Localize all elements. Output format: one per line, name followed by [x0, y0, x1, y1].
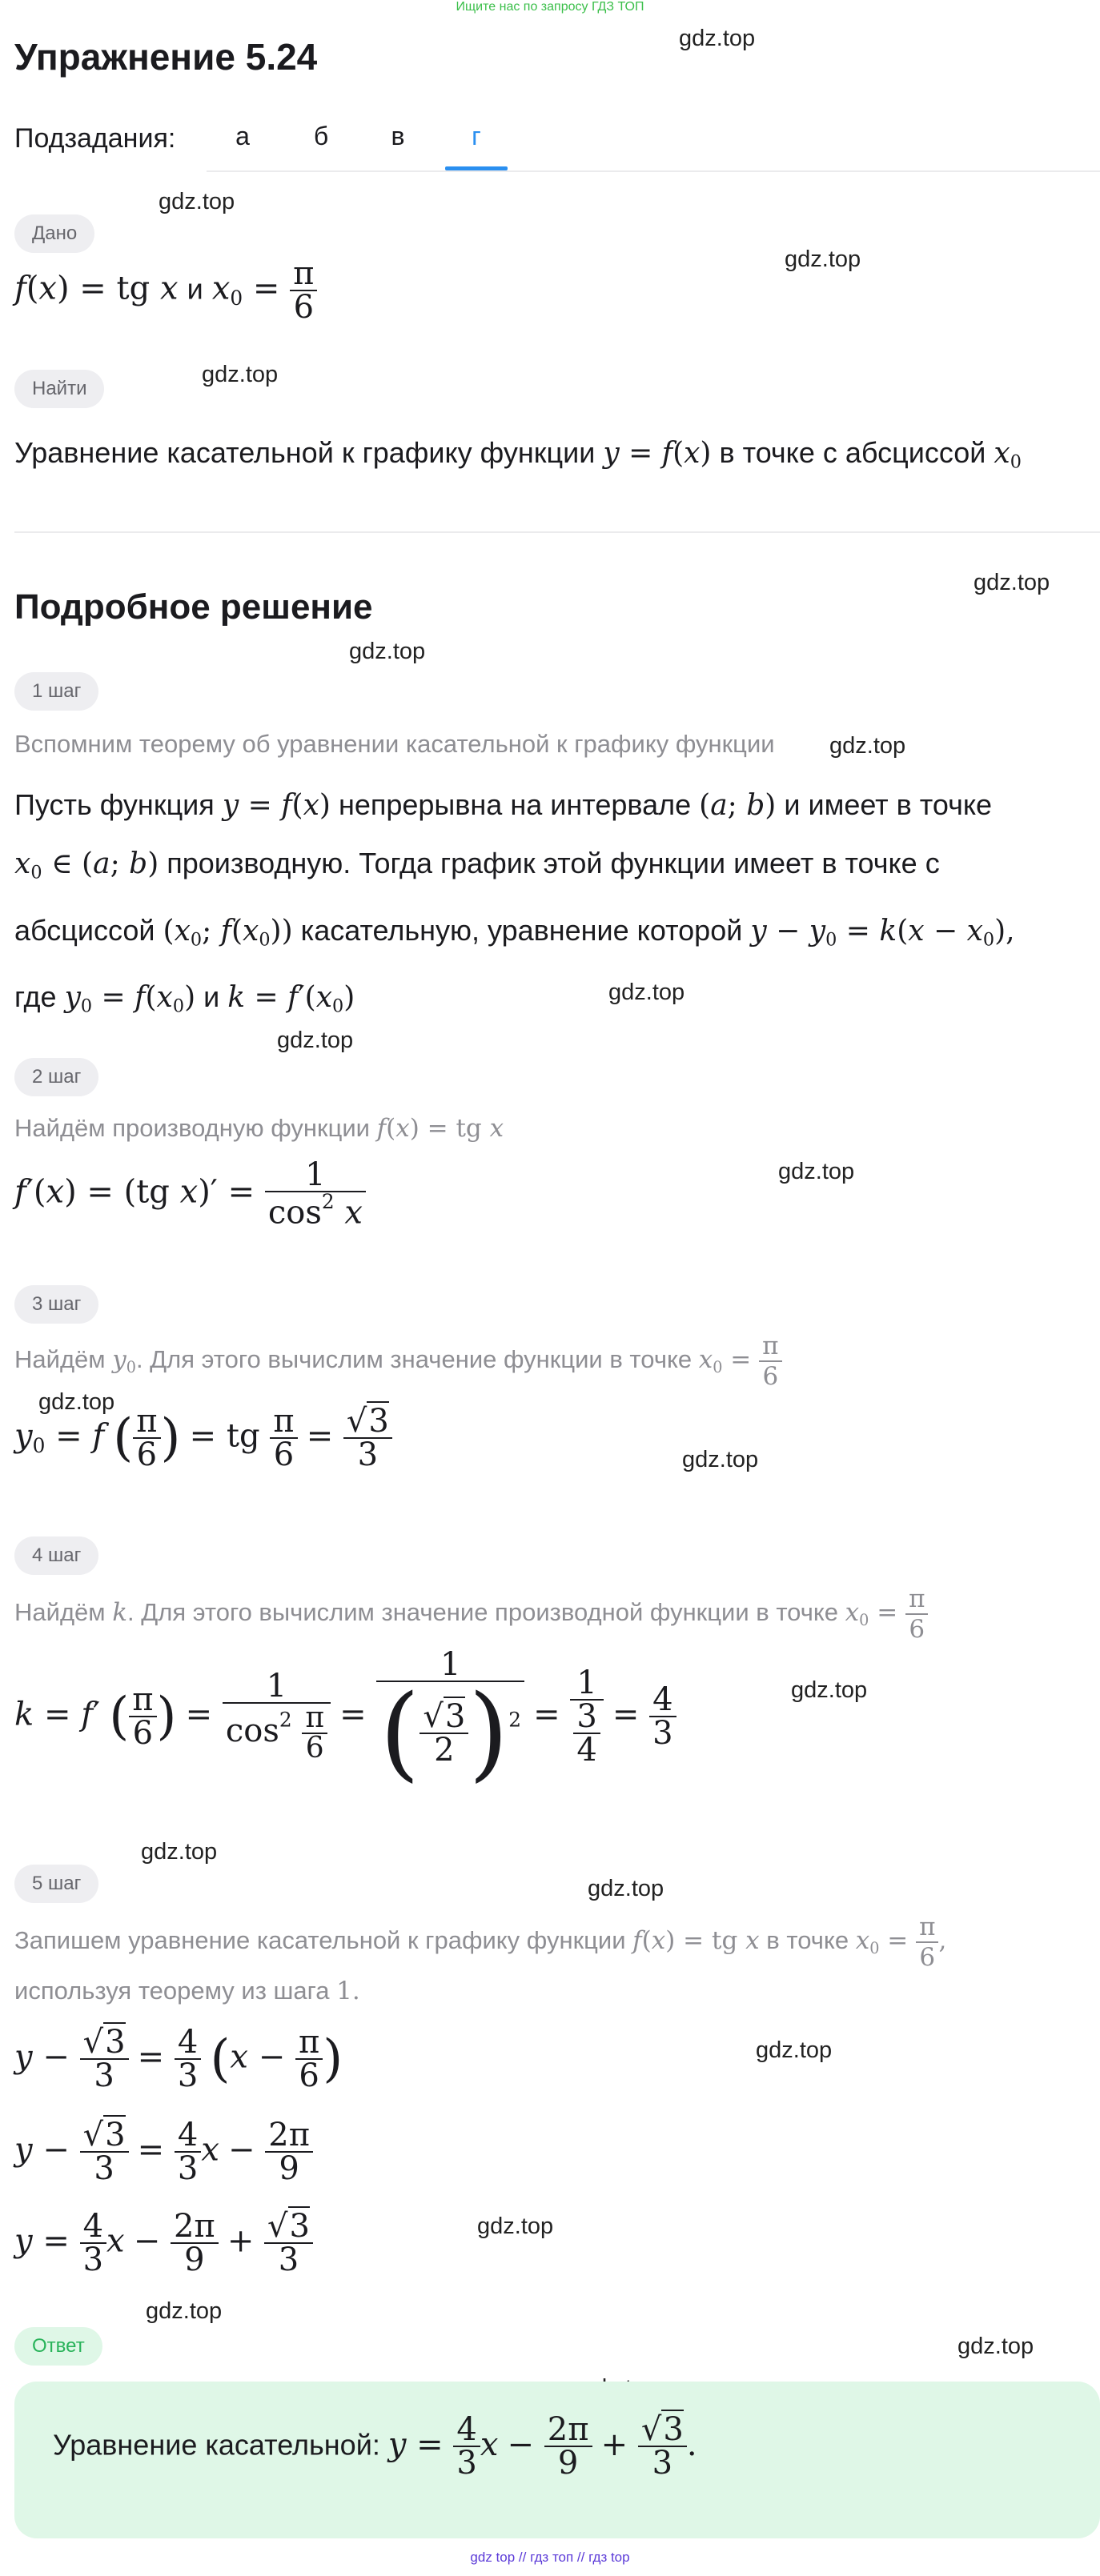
answer-badge: Ответ	[14, 2327, 102, 2366]
answer-text: Уравнение касательной: y = $\frac{4}{3}$ x − $\frac{2\pi}{9}$ + $\frac{√3}{3}$ .	[53, 2411, 697, 2482]
step-5-formula-2: y − $\frac{√3}{3}$ = $\frac{4}{3}$ x − $\frac{2\pi}{9}$	[14, 2119, 313, 2185]
step-4-lead: Найдём k. Для этого вычислим значение производной функции в точке $x_0$ = $\frac{\pi}{6}$	[14, 1584, 928, 1644]
tab-g[interactable]: г	[472, 122, 481, 150]
step-4-badge: 4 шаг	[14, 1536, 98, 1575]
watermark: gdz.top	[146, 2298, 223, 2324]
watermark: gdz.top	[957, 2334, 1034, 2359]
footer-links[interactable]: gdz top // гдз топ // гдз top	[470, 2550, 630, 2565]
watermark: gdz.top	[349, 639, 426, 664]
watermark: gdz.top	[679, 26, 756, 51]
watermark: gdz.top	[38, 1389, 115, 1415]
step-3-badge: 3 шаг	[14, 1285, 98, 1324]
step-5-formula-3: y = $\frac{4}{3}$ x − $\frac{2\pi}{9}$ + $\frac{√3}{3}$	[14, 2210, 313, 2276]
watermark: gdz.top	[785, 246, 861, 272]
watermark: gdz.top	[141, 1839, 218, 1865]
given-and: и	[187, 272, 203, 306]
step-5-badge: 5 шаг	[14, 1865, 98, 1903]
section-divider	[14, 531, 1100, 533]
watermark: gdz.top	[756, 2037, 833, 2063]
step-3-lead: Найдём $y_0$. Для этого вычислим значение функции в точке $x_0$ = $\frac{\pi}{6}$	[14, 1332, 782, 1391]
watermark: gdz.top	[682, 1447, 759, 1472]
watermark: gdz.top	[829, 733, 906, 759]
step-2-formula: f′(x) = (tg x)′ = $\frac{1}{\cos^2 x}$	[14, 1159, 366, 1229]
watermark: gdz.top	[202, 362, 279, 387]
watermark: gdz.top	[974, 570, 1050, 595]
watermark: gdz.top	[608, 980, 685, 1005]
find-text: Уравнение касательной к графику функции y = f(x) в точке с абсциссой $x_0$	[14, 436, 1022, 473]
step-5-formula-1: y − $\frac{√3}{3}$ = $\frac{4}{3}$ (x − $\frac{\pi}{6}$ )	[14, 2024, 343, 2094]
watermark: gdz.top	[159, 189, 235, 214]
subtasks-label: Подзадания:	[14, 123, 176, 154]
promo-banner[interactable]: Ищите нас по запросу ГДЗ ТОП	[456, 0, 644, 14]
step-1-badge: 1 шаг	[14, 672, 98, 711]
page-title: Упражнение 5.24	[14, 36, 318, 78]
tab-v[interactable]: в	[391, 122, 405, 150]
given-formula: f(x) = tg x и $x_0$ = $\frac{\pi}{6}$	[14, 258, 317, 323]
step-2-badge: 2 шаг	[14, 1058, 98, 1096]
watermark: gdz.top	[778, 1159, 855, 1184]
tab-a[interactable]: а	[235, 122, 250, 150]
watermark: gdz.top	[477, 2213, 554, 2239]
solution-heading: Подробное решение	[14, 587, 373, 627]
step-5-lead-2: используя теорему из шага 1.	[14, 1977, 360, 2005]
step-5-lead: Запишем уравнение касательной к графику функции f(x) = tg x в точке $x_0$ = $\frac{\pi}{6}$ ,	[14, 1913, 947, 1972]
watermark: gdz.top	[588, 1876, 664, 1901]
step-3-formula: $y_0 = f$ ( $\frac{\pi}{6}$ ) = tg $\frac{\pi}{6}$ = $\frac{√3}{3}$	[14, 1405, 392, 1471]
tabs-divider	[207, 170, 1100, 172]
step-4-formula: k = f′ ( $\frac{\pi}{6}$ ) = 1 $\cos^2$ $\frac{\pi}{6}$ = 1 ( $\frac{√3}{2}$ )$^2$ = $\frac{1}{\frac{3}{4}}$ = $\frac{4}{3}$	[14, 1649, 676, 1785]
watermark: gdz.top	[277, 1028, 354, 1053]
given-badge: Дано	[14, 214, 94, 253]
step-1-lead: Вспомним теорему об уравнении касательной к графику функции	[14, 730, 775, 758]
step-2-lead: Найдём производную функции f(x) = tg x	[14, 1114, 504, 1143]
active-tab-indicator	[445, 166, 508, 170]
find-badge: Найти	[14, 370, 104, 408]
tab-b[interactable]: б	[313, 122, 329, 150]
step-1-text: Пусть функция y = f(x) непрерывна на интервале (a; b) и имеет в точке $x_0$ ∈ (a; b) производную. Тогда график этой функции имеет в точке с абсциссой ($x_0$; $f(x_0)$) касательную, уравнение которой $y - y_0 = k(x - x_0)$, где $y_0 = f(x_0)$ и $k = f'(x_0)$	[14, 788, 1015, 1018]
watermark: gdz.top	[791, 1677, 868, 1703]
